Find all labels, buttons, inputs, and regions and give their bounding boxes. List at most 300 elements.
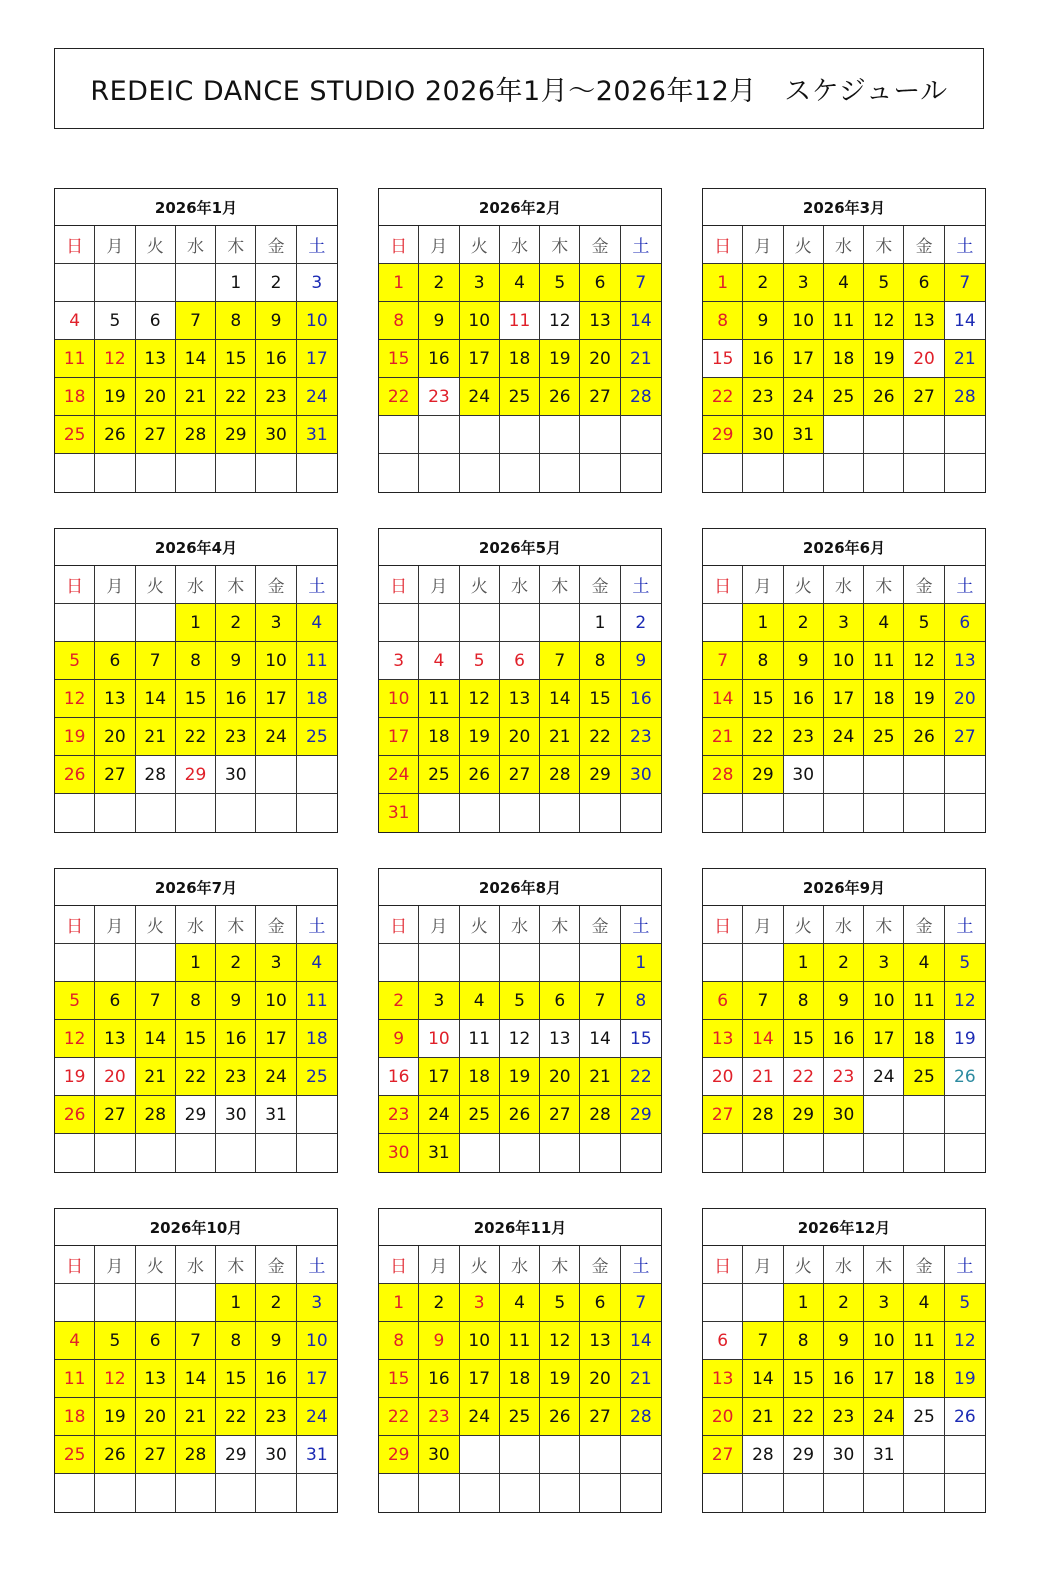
day-cell: 8 [621, 982, 661, 1020]
empty-cell [95, 264, 135, 302]
empty-cell [904, 1474, 944, 1512]
day-cell: 18 [460, 1058, 500, 1096]
day-cell: 19 [55, 1058, 95, 1096]
day-cell: 14 [136, 1020, 176, 1058]
day-cell: 17 [824, 680, 864, 718]
weekday-header: 土 [945, 566, 985, 604]
empty-cell [621, 454, 661, 492]
day-cell: 16 [419, 1360, 459, 1398]
day-cell: 22 [784, 1058, 824, 1096]
day-cell: 1 [703, 264, 743, 302]
day-cell: 14 [621, 302, 661, 340]
day-cell: 15 [216, 1360, 256, 1398]
day-cell: 7 [743, 1322, 783, 1360]
empty-cell [500, 416, 540, 454]
empty-cell [703, 454, 743, 492]
weekday-header: 日 [55, 906, 95, 944]
day-cell: 23 [419, 378, 459, 416]
day-cell: 19 [95, 1398, 135, 1436]
day-cell: 2 [216, 604, 256, 642]
empty-cell [945, 1436, 985, 1474]
empty-cell [176, 264, 216, 302]
day-cell: 14 [743, 1360, 783, 1398]
day-cell: 18 [824, 340, 864, 378]
empty-cell [216, 454, 256, 492]
empty-cell [864, 1474, 904, 1512]
empty-cell [784, 1134, 824, 1172]
empty-cell [824, 1134, 864, 1172]
month-calendar [702, 188, 986, 493]
day-cell: 9 [256, 302, 296, 340]
day-cell: 23 [256, 1398, 296, 1436]
empty-cell [297, 1096, 337, 1134]
day-cell: 23 [743, 378, 783, 416]
weekday-header: 水 [176, 1246, 216, 1284]
day-cell: 22 [621, 1058, 661, 1096]
day-cell: 25 [500, 1398, 540, 1436]
day-cell: 2 [216, 944, 256, 982]
empty-cell [580, 794, 620, 832]
day-cell: 23 [784, 718, 824, 756]
day-cell: 20 [945, 680, 985, 718]
weekday-header: 金 [904, 226, 944, 264]
day-cell: 30 [256, 1436, 296, 1474]
empty-cell [136, 264, 176, 302]
weekday-header: 月 [743, 1246, 783, 1284]
day-cell: 10 [460, 1322, 500, 1360]
day-cell: 27 [580, 378, 620, 416]
empty-cell [95, 944, 135, 982]
weekday-header: 火 [136, 566, 176, 604]
weekday-header: 金 [256, 566, 296, 604]
day-cell: 18 [864, 680, 904, 718]
weekday-header: 月 [95, 906, 135, 944]
day-cell: 10 [784, 302, 824, 340]
empty-cell [95, 1134, 135, 1172]
day-cell: 4 [904, 944, 944, 982]
day-cell: 28 [621, 378, 661, 416]
day-cell: 7 [136, 642, 176, 680]
day-cell: 24 [864, 1398, 904, 1436]
day-cell: 28 [176, 1436, 216, 1474]
day-cell: 10 [256, 642, 296, 680]
day-cell: 22 [379, 1398, 419, 1436]
empty-cell [419, 416, 459, 454]
day-cell: 3 [297, 264, 337, 302]
weekday-header: 金 [904, 906, 944, 944]
weekday-header: 火 [784, 226, 824, 264]
weekday-header: 水 [824, 906, 864, 944]
day-cell: 19 [945, 1360, 985, 1398]
day-cell: 30 [621, 756, 661, 794]
day-cell: 26 [904, 718, 944, 756]
empty-cell [55, 264, 95, 302]
day-cell: 29 [379, 1436, 419, 1474]
day-cell: 6 [703, 1322, 743, 1360]
day-cell: 2 [256, 264, 296, 302]
day-cell: 5 [540, 264, 580, 302]
day-cell: 14 [621, 1322, 661, 1360]
day-cell: 6 [540, 982, 580, 1020]
empty-cell [904, 1096, 944, 1134]
day-cell: 25 [419, 756, 459, 794]
day-cell: 10 [864, 982, 904, 1020]
month-title: 2026年7月 [55, 869, 337, 906]
month-calendar [378, 1208, 662, 1513]
weekday-header: 火 [460, 1246, 500, 1284]
day-cell: 5 [95, 302, 135, 340]
day-cell: 14 [136, 680, 176, 718]
day-cell: 25 [904, 1398, 944, 1436]
empty-cell [95, 604, 135, 642]
empty-cell [784, 794, 824, 832]
weekday-header: 火 [460, 566, 500, 604]
day-cell: 26 [540, 378, 580, 416]
empty-cell [297, 454, 337, 492]
day-cell: 2 [784, 604, 824, 642]
day-cell: 18 [297, 680, 337, 718]
day-cell: 1 [784, 1284, 824, 1322]
empty-cell [379, 454, 419, 492]
empty-cell [419, 794, 459, 832]
day-cell: 30 [784, 756, 824, 794]
weekday-header: 金 [256, 906, 296, 944]
empty-cell [580, 1436, 620, 1474]
day-cell: 20 [95, 718, 135, 756]
day-cell: 20 [580, 1360, 620, 1398]
day-cell: 7 [176, 1322, 216, 1360]
day-cell: 27 [95, 1096, 135, 1134]
day-cell: 20 [703, 1058, 743, 1096]
month-calendar [54, 188, 338, 493]
day-cell: 3 [379, 642, 419, 680]
weekday-header: 水 [176, 226, 216, 264]
empty-cell [297, 794, 337, 832]
empty-cell [176, 1134, 216, 1172]
day-cell: 1 [580, 604, 620, 642]
day-cell: 23 [256, 378, 296, 416]
weekday-header: 火 [136, 226, 176, 264]
day-cell: 4 [864, 604, 904, 642]
day-cell: 28 [703, 756, 743, 794]
day-cell: 27 [136, 416, 176, 454]
day-cell: 11 [500, 302, 540, 340]
day-cell: 24 [297, 1398, 337, 1436]
day-cell: 19 [95, 378, 135, 416]
day-cell: 10 [297, 1322, 337, 1360]
month-calendar [54, 868, 338, 1173]
weekday-header: 土 [621, 226, 661, 264]
empty-cell [904, 1134, 944, 1172]
day-cell: 26 [500, 1096, 540, 1134]
day-cell: 27 [703, 1096, 743, 1134]
day-cell: 28 [136, 756, 176, 794]
month-title: 2026年1月 [55, 189, 337, 226]
day-cell: 8 [216, 302, 256, 340]
day-cell: 1 [216, 1284, 256, 1322]
day-cell: 11 [500, 1322, 540, 1360]
day-cell: 15 [580, 680, 620, 718]
day-cell: 11 [904, 982, 944, 1020]
day-cell: 26 [864, 378, 904, 416]
empty-cell [256, 1474, 296, 1512]
day-cell: 4 [419, 642, 459, 680]
day-cell: 20 [703, 1398, 743, 1436]
day-cell: 7 [743, 982, 783, 1020]
empty-cell [743, 1284, 783, 1322]
weekday-header: 水 [824, 226, 864, 264]
empty-cell [703, 1134, 743, 1172]
day-cell: 27 [500, 756, 540, 794]
day-cell: 12 [864, 302, 904, 340]
day-cell: 31 [297, 1436, 337, 1474]
weekday-header: 土 [621, 566, 661, 604]
empty-cell [136, 604, 176, 642]
empty-cell [824, 454, 864, 492]
day-cell: 15 [743, 680, 783, 718]
empty-cell [136, 1134, 176, 1172]
empty-cell [460, 1134, 500, 1172]
day-cell: 29 [176, 1096, 216, 1134]
day-cell: 12 [540, 1322, 580, 1360]
day-cell: 19 [55, 718, 95, 756]
day-cell: 8 [216, 1322, 256, 1360]
weekday-header: 日 [703, 906, 743, 944]
day-cell: 19 [460, 718, 500, 756]
empty-cell [540, 944, 580, 982]
day-cell: 25 [297, 718, 337, 756]
day-cell: 1 [176, 604, 216, 642]
day-cell: 26 [460, 756, 500, 794]
weekday-header: 木 [216, 906, 256, 944]
day-cell: 8 [784, 982, 824, 1020]
day-cell: 11 [297, 982, 337, 1020]
empty-cell [216, 1134, 256, 1172]
day-cell: 4 [297, 944, 337, 982]
day-cell: 3 [256, 944, 296, 982]
weekday-header: 土 [945, 1246, 985, 1284]
day-cell: 6 [95, 982, 135, 1020]
day-cell: 28 [136, 1096, 176, 1134]
day-cell: 31 [419, 1134, 459, 1172]
month-title: 2026年12月 [703, 1209, 985, 1246]
weekday-header: 水 [824, 1246, 864, 1284]
day-cell: 19 [864, 340, 904, 378]
day-cell: 8 [703, 302, 743, 340]
weekday-header: 木 [864, 1246, 904, 1284]
day-cell: 2 [419, 264, 459, 302]
day-cell: 22 [703, 378, 743, 416]
day-cell: 8 [379, 1322, 419, 1360]
day-cell: 27 [904, 378, 944, 416]
day-cell: 2 [824, 944, 864, 982]
empty-cell [904, 756, 944, 794]
weekday-header: 木 [216, 226, 256, 264]
day-cell: 19 [540, 1360, 580, 1398]
day-cell: 27 [95, 756, 135, 794]
day-cell: 16 [379, 1058, 419, 1096]
empty-cell [540, 1436, 580, 1474]
day-cell: 24 [824, 718, 864, 756]
day-cell: 1 [621, 944, 661, 982]
empty-cell [540, 794, 580, 832]
day-cell: 6 [500, 642, 540, 680]
empty-cell [580, 454, 620, 492]
empty-cell [419, 1474, 459, 1512]
day-cell: 18 [500, 1360, 540, 1398]
month-title: 2026年9月 [703, 869, 985, 906]
day-cell: 8 [176, 642, 216, 680]
month-calendar [54, 528, 338, 833]
day-cell: 17 [379, 718, 419, 756]
day-cell: 26 [95, 416, 135, 454]
day-cell: 31 [379, 794, 419, 832]
day-cell: 8 [379, 302, 419, 340]
month-title: 2026年8月 [379, 869, 661, 906]
weekday-header: 土 [297, 566, 337, 604]
month-title: 2026年6月 [703, 529, 985, 566]
weekday-header: 土 [945, 906, 985, 944]
empty-cell [176, 1284, 216, 1322]
weekday-header: 金 [256, 1246, 296, 1284]
empty-cell [784, 1474, 824, 1512]
empty-cell [864, 454, 904, 492]
weekday-header: 日 [379, 906, 419, 944]
month-calendar [54, 1208, 338, 1513]
weekday-header: 木 [864, 906, 904, 944]
empty-cell [136, 944, 176, 982]
day-cell: 10 [256, 982, 296, 1020]
empty-cell [500, 944, 540, 982]
day-cell: 6 [904, 264, 944, 302]
day-cell: 21 [136, 1058, 176, 1096]
day-cell: 9 [419, 302, 459, 340]
day-cell: 5 [460, 642, 500, 680]
day-cell: 4 [460, 982, 500, 1020]
day-cell: 23 [216, 718, 256, 756]
day-cell: 27 [136, 1436, 176, 1474]
day-cell: 3 [256, 604, 296, 642]
empty-cell [176, 794, 216, 832]
weekday-header: 日 [703, 1246, 743, 1284]
empty-cell [784, 454, 824, 492]
day-cell: 4 [55, 302, 95, 340]
empty-cell [824, 416, 864, 454]
day-cell: 12 [945, 1322, 985, 1360]
weekday-header: 月 [95, 226, 135, 264]
day-cell: 14 [176, 340, 216, 378]
empty-cell [460, 1474, 500, 1512]
day-cell: 7 [945, 264, 985, 302]
day-cell: 5 [95, 1322, 135, 1360]
empty-cell [824, 1474, 864, 1512]
empty-cell [419, 454, 459, 492]
empty-cell [136, 1284, 176, 1322]
empty-cell [703, 604, 743, 642]
empty-cell [580, 416, 620, 454]
day-cell: 2 [621, 604, 661, 642]
day-cell: 12 [95, 340, 135, 378]
day-cell: 24 [419, 1096, 459, 1134]
month-title: 2026年5月 [379, 529, 661, 566]
day-cell: 17 [864, 1020, 904, 1058]
weekday-header: 日 [379, 566, 419, 604]
day-cell: 19 [540, 340, 580, 378]
empty-cell [460, 454, 500, 492]
day-cell: 20 [580, 340, 620, 378]
empty-cell [621, 1436, 661, 1474]
day-cell: 26 [55, 1096, 95, 1134]
day-cell: 28 [945, 378, 985, 416]
day-cell: 15 [176, 1020, 216, 1058]
day-cell: 11 [297, 642, 337, 680]
day-cell: 13 [703, 1020, 743, 1058]
day-cell: 26 [540, 1398, 580, 1436]
weekday-header: 火 [136, 1246, 176, 1284]
empty-cell [55, 794, 95, 832]
weekday-header: 火 [136, 906, 176, 944]
day-cell: 13 [580, 1322, 620, 1360]
day-cell: 16 [784, 680, 824, 718]
day-cell: 10 [297, 302, 337, 340]
page-title: REDEIC DANCE STUDIO 2026年1月～2026年12月 スケジュール [54, 48, 984, 129]
empty-cell [945, 794, 985, 832]
day-cell: 29 [621, 1096, 661, 1134]
empty-cell [945, 1134, 985, 1172]
day-cell: 27 [580, 1398, 620, 1436]
day-cell: 5 [945, 1284, 985, 1322]
weekday-header: 日 [703, 566, 743, 604]
day-cell: 5 [945, 944, 985, 982]
day-cell: 9 [621, 642, 661, 680]
empty-cell [460, 944, 500, 982]
day-cell: 1 [176, 944, 216, 982]
day-cell: 31 [297, 416, 337, 454]
day-cell: 15 [379, 340, 419, 378]
weekday-header: 金 [256, 226, 296, 264]
empty-cell [419, 604, 459, 642]
month-calendar [702, 1208, 986, 1513]
day-cell: 9 [256, 1322, 296, 1360]
empty-cell [460, 1436, 500, 1474]
empty-cell [904, 1436, 944, 1474]
day-cell: 11 [824, 302, 864, 340]
day-cell: 30 [256, 416, 296, 454]
day-cell: 29 [176, 756, 216, 794]
day-cell: 9 [419, 1322, 459, 1360]
empty-cell [500, 794, 540, 832]
empty-cell [216, 794, 256, 832]
day-cell: 8 [784, 1322, 824, 1360]
empty-cell [743, 454, 783, 492]
day-cell: 24 [460, 1398, 500, 1436]
day-cell: 17 [864, 1360, 904, 1398]
month-title: 2026年10月 [55, 1209, 337, 1246]
weekday-header: 金 [580, 566, 620, 604]
empty-cell [55, 454, 95, 492]
day-cell: 21 [540, 718, 580, 756]
day-cell: 3 [460, 264, 500, 302]
month-calendar [378, 528, 662, 833]
empty-cell [743, 1474, 783, 1512]
empty-cell [743, 944, 783, 982]
empty-cell [904, 454, 944, 492]
empty-cell [379, 416, 419, 454]
weekday-header: 土 [621, 1246, 661, 1284]
day-cell: 30 [216, 1096, 256, 1134]
day-cell: 17 [460, 340, 500, 378]
day-cell: 7 [136, 982, 176, 1020]
